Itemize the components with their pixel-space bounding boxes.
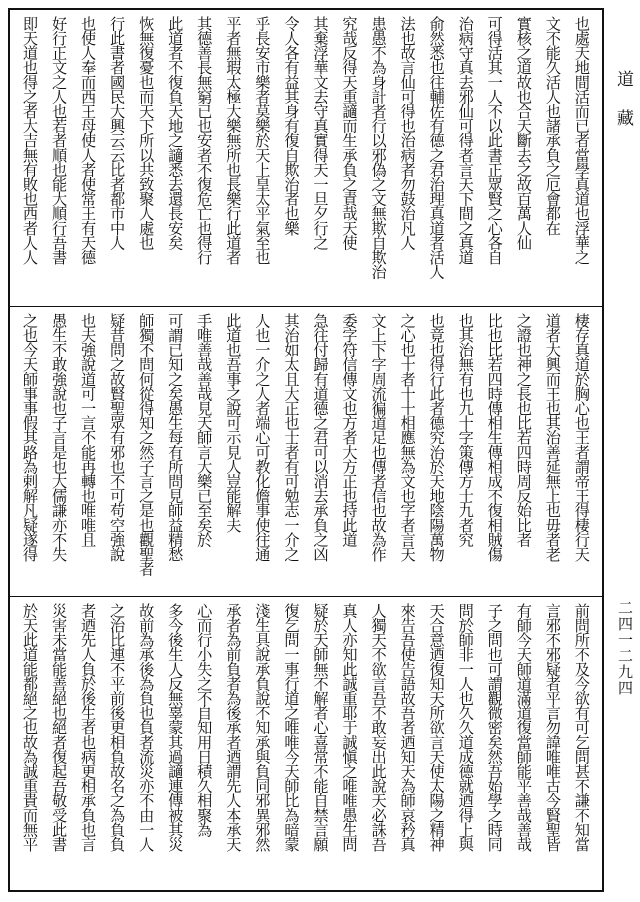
text-column: 有師今天師道滿道復當師能平善哉善哉 xyxy=(514,603,533,852)
text-column: 其德善長無窮已也安者不復危亡也得行 xyxy=(195,16,214,265)
text-column: 治病守真去邪仙可得者言天下間之真道 xyxy=(456,16,475,265)
text-column: 實核之道故也合天斷去之故百萬人仙 xyxy=(514,16,533,250)
text-column: 乎長安市樂者莫樂於天上皇太平氣至也 xyxy=(253,16,272,265)
text-column: 前問所不及今欲有可乞問甚不謙不知當 xyxy=(572,603,591,852)
text-column: 於天此道能都絕之也故為誠重貴而無平 xyxy=(21,603,39,852)
text-column: 究哉反得天重讁而生承負之責哉天使 xyxy=(340,16,359,250)
text-column: 也處天地間活而已者當學真道也浮華之 xyxy=(572,16,591,265)
text-column: 委字符信傳文也方者大方正也持此道 xyxy=(340,313,359,547)
text-column: 比也比若四時傳相生傳相成不復相賊傷 xyxy=(485,313,504,562)
text-column: 行此書者國民大興云云比者都市中人 xyxy=(108,16,127,250)
text-column: 復乞問一事行道之唯唯今天師比為暗蒙 xyxy=(282,603,301,852)
text-column: 故前為承後為負也負者流災亦不由一人 xyxy=(137,603,156,852)
text-column: 災害未當能善絕也絕者復起吾敬受此書 xyxy=(50,603,69,852)
text-column: 人獨天不欲言吾不敢妄出此說天必誅吾 xyxy=(369,603,388,852)
text-column: 之也今天師事事假其路為剌解凡疑遂得 xyxy=(21,313,39,562)
text-column: 好行正文之人也若者順也能大順行吾書 xyxy=(50,16,69,265)
text-column: 手唯善哉善哉見天師言大樂已至矣於 xyxy=(195,313,214,547)
text-column: 此道也吾事之說可示見人豈能解夫 xyxy=(224,313,243,533)
text-column: 其治如太且大正也士者有可勉志一介之 xyxy=(282,313,301,562)
text-column: 也夫強說道可一言不能再轉也唯唯且 xyxy=(79,313,98,547)
text-column: 師獨不問何從得知之然子言之是也觀聖者 xyxy=(137,313,156,576)
text-column: 法也故言仙可得也治病者勿鼓治凡人 xyxy=(398,16,417,250)
text-column: 之治比連不平前後更相負故名之為負負 xyxy=(108,603,127,852)
text-column: 可得活其一人不以此書正眾賢之心各自 xyxy=(485,16,504,265)
text-column: 文上下字周流徧道足也傳者信也故為作 xyxy=(369,313,388,562)
text-column: 來告吾使告語故吾者迺知天為師哀矜真 xyxy=(398,603,417,852)
text-column: 淺生具說承負說不知承與負同邪異邪然 xyxy=(253,603,272,852)
text-register-bottom xyxy=(10,596,602,890)
text-column: 之證也神之長也比若四時周反始比者 xyxy=(514,313,533,547)
text-column: 心而行小失之不自知用日積久相聚為 xyxy=(195,603,214,837)
text-column: 患愚不為身計者行以邪偽之文無欺自欺治 xyxy=(369,16,388,279)
text-column: 也其治無有也九十字策傳方士九者究 xyxy=(456,313,475,547)
text-column: 即天道也得之者大吉無有敗也西者人人 xyxy=(21,16,39,265)
text-column: 此道者不復負天地之讁悉去還長安矣 xyxy=(166,16,185,250)
text-column: 真人亦知此誠重耶于誠愼之唯唯愚生問 xyxy=(340,603,359,852)
text-register-top xyxy=(10,10,602,306)
text-column: 俞然悉也往輔佐有德之君治理真道者活人 xyxy=(427,16,446,279)
text-column: 道者大興而王也其治善延無上也毋者老 xyxy=(543,313,562,562)
text-column: 疑於天師無不解者心喜常不能自禁言願 xyxy=(311,603,330,852)
text-column: 問於師非一人也久久道成德就迺得上與 xyxy=(456,603,475,852)
text-column: 人也一介之人者端心可教化儋事使往通 xyxy=(253,313,272,562)
page-number: 二四一二九四 xyxy=(616,600,634,696)
text-column: 者迺先人負於後生者也病更相承負也言 xyxy=(79,603,98,852)
collection-title: 道藏 xyxy=(613,70,633,148)
text-column: 愚生不敢強說也子言是也大儒謙亦不失 xyxy=(50,313,69,562)
page-frame xyxy=(8,8,604,892)
text-column: 承者為前負者為後承者迺謂先人本承天 xyxy=(224,603,243,852)
text-column: 平者無瑕太極大樂無所也長樂行此道者 xyxy=(224,16,243,265)
column-group xyxy=(18,313,594,590)
text-column: 其棄浮華文去守真實得天一旦夕行之 xyxy=(311,16,330,250)
text-column: 令人各有益其身有復自欺治者也樂 xyxy=(282,16,301,236)
text-column: 文不能久活人也諸承負之厄會都在 xyxy=(543,16,562,236)
text-register-middle xyxy=(10,306,602,596)
text-column: 多今後生人反無辜蒙其過讁連傳被其災 xyxy=(166,603,185,852)
text-column: 可謂已知之矣愚生每有所問見師益精愁 xyxy=(166,313,185,562)
text-column: 急往付歸有道德之君可以消去承負之凶 xyxy=(311,313,330,562)
text-column: 疑昔問之故賢聖眾有邪也不可苟空強說 xyxy=(108,313,127,562)
text-column: 言邪不邪疑者平言勿諱唯唯古今賢聖皆 xyxy=(543,603,562,852)
text-column: 天合意迺復知天所欲言天使太陽之精神 xyxy=(427,603,446,852)
text-column: 也竟也得行此者德究治於天地陰陽萬物 xyxy=(427,313,446,562)
text-column: 之心也十者十十相應無為文也字者言天 xyxy=(398,313,417,562)
text-column: 棲存真道於胸心也王者謂帝王得棲行天 xyxy=(572,313,591,562)
column-group xyxy=(18,16,594,300)
text-column: 子之問也可謂觀微密矣然吾始學之時同 xyxy=(485,603,504,852)
text-column: 恢無復憂也而天下所以共致聚人處也 xyxy=(137,16,156,250)
text-column: 也使人奉而西王母使人者使常王有天德 xyxy=(79,16,98,265)
column-group xyxy=(18,603,594,884)
